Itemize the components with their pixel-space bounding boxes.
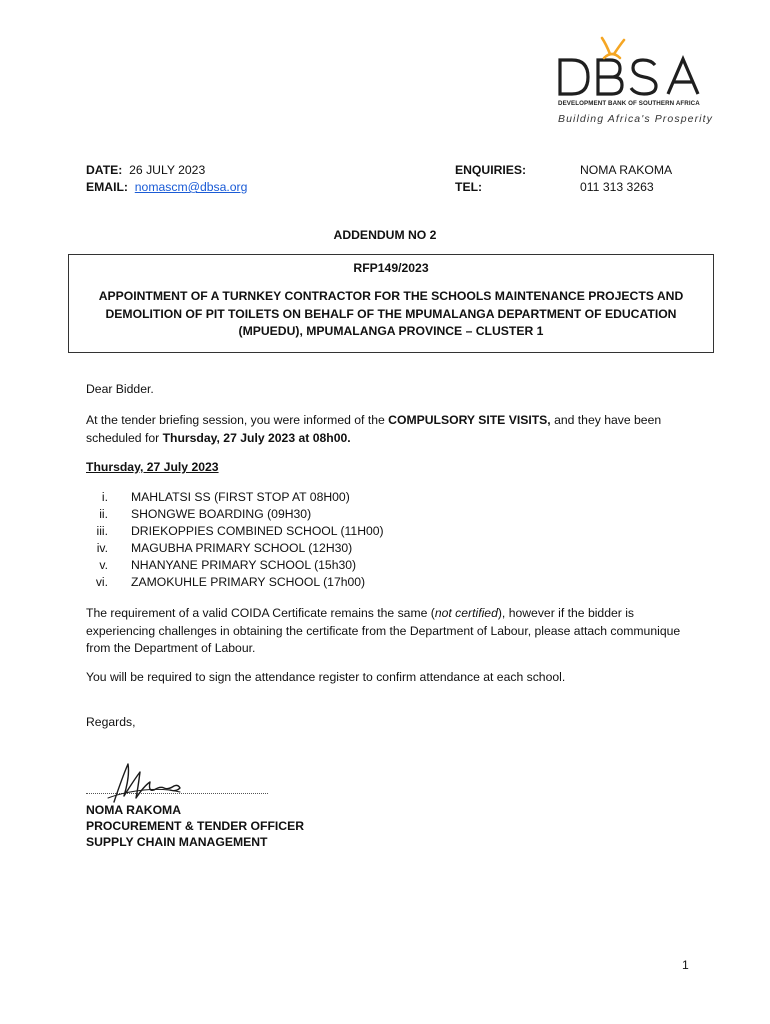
intro-text-1: At the tender briefing session, you were informed of the — [86, 413, 389, 427]
list-item-text: DRIEKOPPIES COMBINED SCHOOL (11H00) — [131, 524, 384, 538]
email-link[interactable]: nomascm@dbsa.org — [134, 180, 248, 194]
coida-paragraph — [86, 605, 696, 658]
coida-text-2: ), however if the bidder is experiencing challenges in obtaining the certificate from the Department of Labour, please attach communique from the Department of Labour. — [86, 606, 681, 655]
dbsa-logo — [552, 34, 720, 130]
email-row — [86, 179, 247, 196]
handwritten-signature — [84, 758, 274, 808]
addendum-heading: ADDENDUM NO 2 — [333, 228, 437, 242]
list-item-text: MAHLATSI SS (FIRST STOP AT 08H00) — [131, 490, 350, 504]
dbsa-wordmark-graphic — [552, 34, 720, 100]
list-item-number: i. — [101, 490, 108, 504]
sign-register-note: You will be required to sign the attendance register to confirm attendance at each school. — [86, 670, 566, 684]
greeting: Dear Bidder. — [86, 382, 154, 396]
list-item — [86, 489, 486, 506]
list-item-text: ZAMOKUHLE PRIMARY SCHOOL (17h00) — [131, 575, 366, 589]
list-item — [86, 506, 486, 523]
enquiries-label: ENQUIRIES: — [455, 163, 527, 177]
logo-subtitle: DEVELOPMENT BANK OF SOUTHERN AFRICA — [558, 100, 700, 107]
list-item-number: ii. — [99, 507, 108, 521]
list-item-number: vi. — [95, 575, 108, 589]
site-visit-list — [86, 489, 486, 591]
signoff-title: PROCUREMENT & TENDER OFFICER — [86, 819, 305, 833]
tel-value: 011 313 3263 — [580, 180, 654, 194]
intro-text-2: and they have been scheduled for — [86, 413, 662, 445]
page-number: 1 — [682, 958, 689, 972]
header-date-email — [86, 162, 247, 196]
date-row — [86, 162, 247, 179]
rfp-number: RFP149/2023 — [353, 261, 429, 275]
list-item-text: SHONGWE BOARDING (09H30) — [131, 507, 312, 521]
intro-paragraph — [86, 412, 696, 447]
coida-italic: not certified — [434, 606, 498, 620]
enquiries-value: NOMA RAKOMA — [580, 163, 673, 177]
list-item-number: v. — [99, 558, 108, 572]
signoff-block — [86, 802, 304, 850]
date-value: 26 JULY 2023 — [129, 163, 206, 177]
header-enquiries-values — [580, 162, 672, 196]
schedule-heading: Thursday, 27 July 2023 — [86, 460, 219, 474]
logo-tagline: Building Africa's Prosperity — [558, 113, 713, 125]
regards: Regards, — [86, 715, 136, 729]
list-item-number: iv. — [96, 541, 108, 555]
list-item — [86, 574, 486, 591]
list-item-number: iii. — [96, 524, 108, 538]
tel-label: TEL: — [455, 180, 483, 194]
list-item — [86, 540, 486, 557]
signoff-dept: SUPPLY CHAIN MANAGEMENT — [86, 835, 268, 849]
rfp-title: APPOINTMENT OF A TURNKEY CONTRACTOR FOR THE SCHOOLS MAINTENANCE PROJECTS AND DEMOLITION OF PIT TOILETS ON BEHALF OF THE MPUMALANGA DEPARTMENT OF EDUCATION (MPUEDU), MPUMALANGA PROVINCE – CLUSTER 1 — [98, 289, 684, 338]
intro-bold-2: Thursday, 27 July 2023 at 08h00. — [162, 430, 351, 445]
date-label: DATE: — [86, 163, 123, 177]
coida-text-1: The requirement of a valid COIDA Certificate remains the same ( — [86, 606, 435, 620]
rfp-box — [68, 254, 714, 353]
signoff-name: NOMA RAKOMA — [86, 803, 182, 817]
intro-bold-1: COMPULSORY SITE VISITS, — [388, 413, 551, 427]
email-label: EMAIL: — [86, 180, 128, 194]
list-item — [86, 523, 486, 540]
list-item — [86, 557, 486, 574]
header-enquiries-labels — [455, 162, 526, 196]
list-item-text: NHANYANE PRIMARY SCHOOL (15h30) — [131, 558, 357, 572]
list-item-text: MAGUBHA PRIMARY SCHOOL (12H30) — [131, 541, 353, 555]
